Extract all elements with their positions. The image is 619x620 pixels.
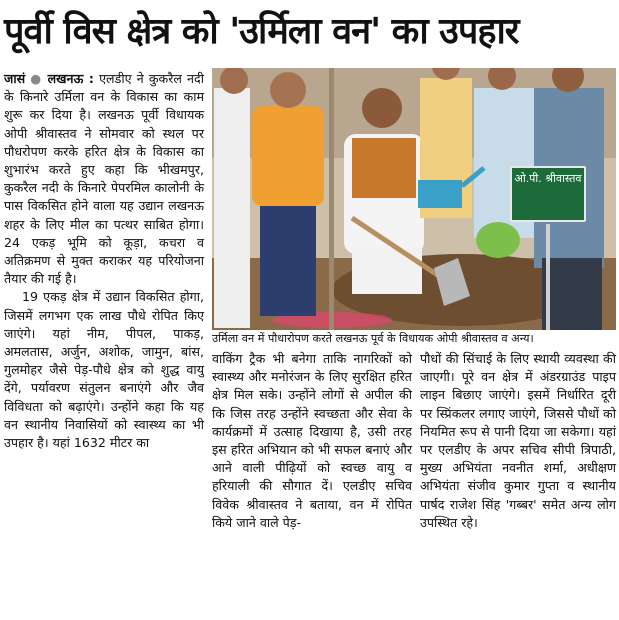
- bullet-dot-icon: ●: [30, 71, 48, 86]
- article-column-2: [212, 350, 412, 532]
- dateline-city: लखनऊ :: [47, 71, 94, 86]
- dateline-source: जासं: [4, 71, 26, 86]
- paragraph-1-text: एलडीए ने कुकरैल नदी के किनारे उर्मिला वन के विकास का काम शुरू कर दिया है। लखनऊ पूर्वी विधायक ओपी श्रीवास्तव ने सोमवार को स्थल पर पौधरोपण करके हरित क्षेत्र के विकास का शुभारंभ करते हुए कहा कि भीखमपुर, कुकरैल नदी के किनारे पेपरमिल कालोनी के पास विकसित होने वाला यह उद्यान लखनऊ शहर के लिए मील का पत्थर साबित होगा। 24 एकड़ भूमि को कूड़ा, कचरा व अतिक्रमण से मुक्त कराकर यह परियोजना तैयार की गई है।: [4, 71, 204, 287]
- name-signboard: [510, 166, 586, 222]
- news-photo: [212, 68, 616, 330]
- article-column-1: [4, 70, 204, 452]
- signboard-text: ओ.पी. श्रीवास्तव: [514, 172, 582, 185]
- column-2-text: वाकिंग ट्रैक भी बनेगा ताकि नागरिकों को स्वास्थ्य और मनोरंजन के लिए सुरक्षित हरित क्षेत्र मिल सके। उन्होंने लोगों से अपील की कि जिस तरह उन्होंने स्वच्छता और सेवा के कार्यक्रमों में उत्साह दिखाया है, उसी तरह इस हरित अभियान को भी सफल बनाएं और आने वाली पीढ़ियों को स्वच्छ वायु व हरियाली की सौगात दें। एलडीए सचिव विवेक श्रीवास्तव ने बताया, वन में रोपित किये जाने वाले पेड़-: [212, 351, 412, 530]
- article-paragraph-2: 19 एकड़ क्षेत्र में उद्यान विकसित होगा, जिसमें लगभग एक लाख पौधे रोपित किए जाएंगे। यहां नीम, पीपल, पाकड़, अमलतास, अर्जुन, अशोक, जामुन, बांस, गुलमोहर जैसे पेड़-पौधे क्षेत्र को शुद्ध वायु देंगे, पर्यावरण संतुलन बनाएंगे और जैव विविधता को बढ़ाएंगे। उन्होंने कहा कि यह वन स्थानीय निवासियों को स्वास्थ्य का भी उपहार है। यहां 1632 मीटर का: [4, 289, 204, 451]
- article-paragraph-1: [4, 70, 204, 288]
- article-column-3: [420, 350, 616, 532]
- photo-caption: उर्मिला वन में पौधारोपण करते लखनऊ पूर्व के विधायक ओपी श्रीवास्तव व अन्य।: [212, 332, 534, 345]
- headline: पूर्वी विस क्षेत्र को 'उर्मिला वन' का उपहार: [4, 11, 519, 52]
- column-3-text: पौधों की सिंचाई के लिए स्थायी व्यवस्था की जाएगी। पूरे वन क्षेत्र में अंडरग्राउंड पाइप लाइन बिछाए जाएंगे। इसमें निर्धारित दूरी पर स्प्रिंकलर लगाए जाएंगे, जिससे पौधों को नियमित रूप से पानी दिया जा सकेगा। यहां पर एलडीए के अपर सचिव सीपी त्रिपाठी, मुख्य अभियंता नवनीत शर्मा, अधीक्षण अभियंता संजीव कुमार गुप्ता व स्थानीय पार्षद राजेश सिंह 'गब्बर' समेत अन्य लोग उपस्थित रहे।: [420, 351, 616, 530]
